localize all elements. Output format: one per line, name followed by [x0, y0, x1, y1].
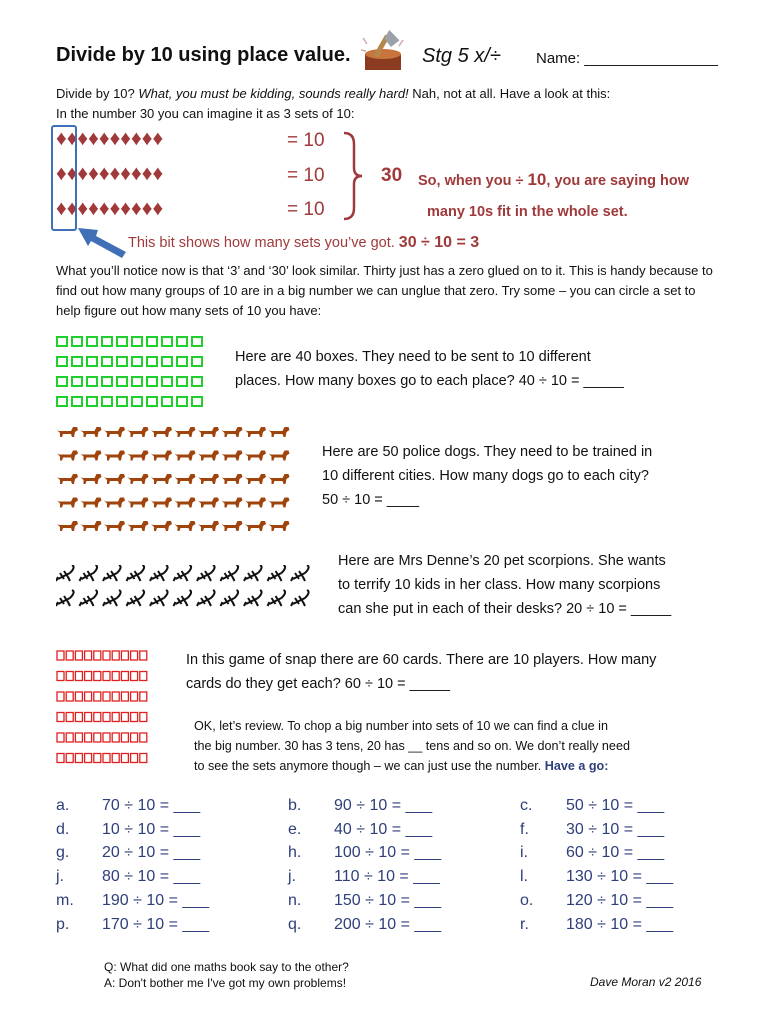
- exercise-item[interactable]: [56, 916, 209, 934]
- dog-icon: [175, 427, 196, 437]
- diamond-row-1: ♦♦♦♦♦♦♦♦♦♦: [56, 127, 164, 150]
- card-icon: [103, 713, 110, 722]
- green-box-icon: [102, 397, 112, 406]
- exercise-letter: f.: [520, 820, 529, 838]
- dog-icon: [198, 427, 219, 437]
- exercise-item[interactable]: [56, 892, 209, 910]
- card-icon: [85, 733, 92, 742]
- scorpion-icon: [150, 590, 168, 606]
- exercise-question: 100 ÷ 10 = ___: [334, 844, 442, 862]
- dog-grid: [56, 422, 291, 545]
- card-icon: [121, 651, 128, 660]
- card-icon: [140, 651, 147, 660]
- card-icon: [103, 651, 110, 660]
- green-box-icon: [192, 377, 202, 386]
- green-box-icon: [147, 337, 157, 346]
- green-box-icon: [117, 397, 127, 406]
- dog-icon: [128, 474, 149, 484]
- exercise-item[interactable]: [520, 844, 664, 862]
- exercise-item[interactable]: [520, 868, 673, 886]
- dog-icon: [198, 474, 219, 484]
- name-field[interactable]: Name: ________________: [536, 50, 718, 67]
- author-credit: Dave Moran v2 2016: [590, 975, 702, 989]
- green-box-icon: [132, 337, 142, 346]
- dog-icon: [81, 427, 102, 437]
- dog-icon: [128, 451, 149, 461]
- card-icon: [75, 713, 82, 722]
- exercise-item[interactable]: [288, 868, 440, 886]
- scorpion-icon: [221, 565, 239, 581]
- exercise-letter: q.: [288, 915, 302, 933]
- exercise-question: 180 ÷ 10 = ___: [566, 915, 674, 933]
- card-icon: [112, 713, 119, 722]
- green-box-icon: [102, 377, 112, 386]
- dog-icon: [104, 451, 125, 461]
- page-title: Divide by 10 using place value.: [56, 44, 351, 66]
- card-icon: [75, 692, 82, 701]
- diamond-row-2: ♦♦♦♦♦♦♦♦♦♦: [56, 162, 164, 185]
- green-box-icon: [57, 377, 67, 386]
- exercise-question: 50 ÷ 10 = ___: [566, 797, 665, 814]
- dog-icon: [222, 427, 243, 437]
- card-icon: [75, 672, 82, 681]
- green-box-icon: [57, 397, 67, 406]
- green-box-icon: [87, 377, 97, 386]
- dog-icon: [128, 521, 149, 531]
- exercise-item[interactable]: [520, 797, 664, 815]
- green-box-icon: [117, 357, 127, 366]
- green-box-icon: [102, 337, 112, 346]
- green-box-icon: [87, 357, 97, 366]
- exercise-letter: j.: [56, 868, 64, 886]
- equals-ten-3: = 10: [287, 199, 325, 220]
- dog-icon: [81, 474, 102, 484]
- card-icon: [85, 692, 92, 701]
- card-icon: [121, 692, 128, 701]
- exercise-item[interactable]: [56, 844, 200, 862]
- dog-icon: [128, 498, 149, 508]
- green-box-icon: [57, 337, 67, 346]
- card-icon: [112, 733, 119, 742]
- exercise-item[interactable]: [288, 821, 432, 839]
- exercise-question: 150 ÷ 10 = ___: [334, 891, 442, 909]
- card-icon: [66, 733, 73, 742]
- exercise-question: 80 ÷ 10 = ___: [102, 868, 201, 886]
- dog-icon: [151, 427, 172, 437]
- dog-icon: [81, 498, 102, 508]
- exercise-letter: l.: [520, 868, 528, 886]
- green-box-icon: [177, 377, 187, 386]
- exercise-letter: c.: [520, 797, 533, 814]
- card-icon: [75, 651, 82, 660]
- green-box-icon: [162, 337, 172, 346]
- card-icon: [57, 733, 64, 742]
- card-icon: [75, 733, 82, 742]
- exercise-item[interactable]: [288, 916, 441, 934]
- green-box-icon: [102, 357, 112, 366]
- card-icon: [66, 651, 73, 660]
- scorpion-icon: [221, 590, 239, 606]
- exercise-question: 130 ÷ 10 = ___: [566, 868, 674, 886]
- exercise-letter: d.: [56, 820, 70, 838]
- exercise-question: 40 ÷ 10 = ___: [334, 820, 433, 838]
- scorpion-icon: [268, 590, 286, 606]
- card-icon: [112, 672, 119, 681]
- dog-icon: [81, 521, 102, 531]
- dog-icon: [57, 474, 78, 484]
- card-icon: [94, 651, 101, 660]
- card-icon: [103, 754, 110, 763]
- dog-icon: [245, 498, 266, 508]
- card-icon: [140, 692, 147, 701]
- divide-explanation-2: many 10s fit in the whole set.: [427, 204, 628, 220]
- card-icon: [94, 692, 101, 701]
- green-box-icon: [177, 397, 187, 406]
- equals-ten-2: = 10: [287, 165, 325, 186]
- dog-icon: [222, 451, 243, 461]
- dog-icon: [269, 451, 290, 461]
- green-box-icon: [147, 357, 157, 366]
- green-box-icon: [177, 337, 187, 346]
- dog-icon: [151, 521, 172, 531]
- exercise-letter: h.: [288, 844, 302, 862]
- stage-label: Stg 5 x/÷: [422, 45, 501, 67]
- dog-icon: [175, 498, 196, 508]
- card-icon: [75, 754, 82, 763]
- card-icon: [131, 672, 138, 681]
- equals-ten-1: = 10: [287, 130, 325, 151]
- scorpion-grid: [56, 565, 315, 620]
- card-icon: [85, 651, 92, 660]
- card-icon: [66, 754, 73, 763]
- scorpion-icon: [197, 565, 215, 581]
- green-box-icon: [192, 357, 202, 366]
- scorpion-icon: [244, 590, 262, 606]
- card-icon: [94, 754, 101, 763]
- scorpion-icon: [174, 565, 192, 581]
- dog-icon: [222, 521, 243, 531]
- dog-icon: [57, 427, 78, 437]
- card-icon: [112, 754, 119, 763]
- green-box-icon: [162, 357, 172, 366]
- card-icon: [103, 733, 110, 742]
- dog-icon: [151, 451, 172, 461]
- intro-line-2: In the number 30 you can imagine it as 3 sets of 10:: [56, 106, 355, 121]
- card-icon: [57, 754, 64, 763]
- dog-icon: [198, 451, 219, 461]
- green-box-icon: [87, 337, 97, 346]
- card-icon: [57, 713, 64, 722]
- green-box-icon: [162, 397, 172, 406]
- exercise-item[interactable]: [520, 892, 673, 910]
- snap-question: In this game of snap there are 60 cards. There are 10 players. How many cards do they get each? 60 ÷ 10 = _____: [186, 652, 657, 692]
- exercise-letter: m.: [56, 891, 74, 909]
- green-box-icon: [192, 337, 202, 346]
- dog-icon: [269, 427, 290, 437]
- card-icon: [112, 651, 119, 660]
- exercise-question: 30 ÷ 10 = ___: [566, 820, 665, 838]
- scorpion-icon: [197, 590, 215, 606]
- exercise-letter: g.: [56, 844, 70, 862]
- review-paragraph: OK, let’s review. To chop a big number into sets of 10 we can find a clue in the big number. 30 has 3 tens, 20 has __ tens and so on. We don’t really need to see the sets anymore though – we can just use the number. Have a go:: [194, 719, 630, 773]
- dog-icon: [128, 427, 149, 437]
- exercise-letter: r.: [520, 915, 529, 933]
- dog-icon: [175, 451, 196, 461]
- intro-line: Divide by 10? What, you must be kidding, sounds really hard! Nah, not at all. Have a look at this:: [56, 86, 611, 101]
- exercise-question: 110 ÷ 10 = ___: [334, 868, 440, 886]
- card-icon: [121, 713, 128, 722]
- green-box-icon: [177, 357, 187, 366]
- card-icon: [66, 672, 73, 681]
- exercise-question: 20 ÷ 10 = ___: [102, 844, 201, 862]
- set-highlight-box: [51, 125, 77, 231]
- green-box-icon: [57, 357, 67, 366]
- card-icon: [66, 713, 73, 722]
- exercise-question: 90 ÷ 10 = ___: [334, 797, 433, 814]
- exercise-letter: e.: [288, 820, 302, 838]
- scorpion-icon: [103, 590, 121, 606]
- card-icon: [85, 713, 92, 722]
- exercise-item[interactable]: [288, 844, 441, 862]
- dog-icon: [245, 451, 266, 461]
- card-icon: [131, 692, 138, 701]
- card-icon: [57, 651, 64, 660]
- scorpion-icon: [150, 565, 168, 581]
- green-box-icon: [132, 377, 142, 386]
- scorpion-icon: [291, 565, 309, 581]
- exercise-item[interactable]: [56, 797, 200, 815]
- exercise-question: 190 ÷ 10 = ___: [102, 891, 210, 909]
- dog-icon: [269, 498, 290, 508]
- scorpion-icon: [268, 565, 286, 581]
- dog-icon: [198, 521, 219, 531]
- dog-icon: [245, 521, 266, 531]
- exercise-question: 10 ÷ 10 = ___: [102, 820, 201, 838]
- card-icon: [140, 672, 147, 681]
- dog-icon: [151, 474, 172, 484]
- green-box-icon: [147, 377, 157, 386]
- exercise-question: 70 ÷ 10 = ___: [102, 797, 201, 814]
- card-icon: [94, 713, 101, 722]
- green-box-icon: [162, 377, 172, 386]
- card-grid: [56, 648, 148, 776]
- scorpions-question: Here are Mrs Denne’s 20 pet scorpions. She wants to terrify 10 kids in her class. How many scorpions can she put in each of their desks? 20 ÷ 10 = _____: [338, 553, 672, 617]
- card-icon: [131, 713, 138, 722]
- dog-icon: [269, 474, 290, 484]
- scorpion-icon: [127, 565, 145, 581]
- dog-icon: [175, 521, 196, 531]
- card-icon: [85, 754, 92, 763]
- dog-icon: [245, 474, 266, 484]
- card-icon: [140, 754, 147, 763]
- dog-icon: [222, 474, 243, 484]
- scorpion-icon: [80, 590, 98, 606]
- curly-brace: [340, 130, 366, 222]
- green-box-icon: [72, 377, 82, 386]
- exercise-item[interactable]: [56, 868, 200, 886]
- exercise-letter: i.: [520, 844, 528, 862]
- green-box-icon: [192, 397, 202, 406]
- card-icon: [103, 692, 110, 701]
- thirty-label: 30: [381, 165, 403, 186]
- dog-icon: [81, 451, 102, 461]
- card-icon: [103, 672, 110, 681]
- scorpion-icon: [80, 565, 98, 581]
- dog-icon: [222, 498, 243, 508]
- dog-icon: [104, 498, 125, 508]
- dog-icon: [57, 521, 78, 531]
- card-icon: [140, 733, 147, 742]
- exercise-letter: n.: [288, 891, 302, 909]
- green-box-icon: [72, 397, 82, 406]
- card-icon: [66, 692, 73, 701]
- exercise-letter: p.: [56, 915, 70, 933]
- dog-icon: [104, 521, 125, 531]
- card-icon: [121, 672, 128, 681]
- scorpion-icon: [103, 565, 121, 581]
- scorpion-icon: [174, 590, 192, 606]
- green-box-icon: [117, 337, 127, 346]
- card-icon: [121, 754, 128, 763]
- card-icon: [57, 672, 64, 681]
- notice-paragraph: What you’ll notice now is that ‘3’ and ‘30’ look similar. Thirty just has a zero glued on to it. This is handy because to find out how many groups of 10 are in a big number we can unglue that zero. Try some – you can circle a set to help figure out how many sets of 10 you have:: [56, 263, 713, 318]
- exercise-item[interactable]: [520, 821, 664, 839]
- boxes-question: Here are 40 boxes. They need to be sent to 10 different places. How many boxes go to each place? 40 ÷ 10 = _____: [235, 349, 624, 389]
- exercise-letter: o.: [520, 891, 534, 909]
- card-icon: [131, 733, 138, 742]
- exercise-letter: a.: [56, 797, 70, 814]
- scorpion-icon: [244, 565, 262, 581]
- dog-icon: [57, 451, 78, 461]
- exercise-question: 60 ÷ 10 = ___: [566, 844, 665, 862]
- exercise-letter: j.: [288, 868, 296, 886]
- card-icon: [94, 733, 101, 742]
- dog-icon: [175, 474, 196, 484]
- green-box-icon: [132, 357, 142, 366]
- diamond-row-3: ♦♦♦♦♦♦♦♦♦♦: [56, 197, 164, 220]
- scorpion-icon: [56, 565, 74, 581]
- green-box-icon: [87, 397, 97, 406]
- dogs-question: Here are 50 police dogs. They need to be trained in 10 different cities. How many dogs go to each city? 50 ÷ 10 = ____: [322, 444, 653, 508]
- scorpion-icon: [127, 590, 145, 606]
- exercise-question: 170 ÷ 10 = ___: [102, 915, 210, 933]
- green-box-grid: [56, 335, 206, 420]
- exercise-question: 120 ÷ 10 = ___: [566, 891, 674, 909]
- divide-explanation: So, when you ÷ 10, you are saying how: [418, 170, 690, 189]
- dog-icon: [57, 498, 78, 508]
- dog-icon: [198, 498, 219, 508]
- dog-icon: [104, 474, 125, 484]
- card-icon: [140, 713, 147, 722]
- card-icon: [121, 733, 128, 742]
- arrow-caption: This bit shows how many sets you’ve got. 30 ÷ 10 = 3: [128, 234, 480, 251]
- green-box-icon: [147, 397, 157, 406]
- dog-icon: [104, 427, 125, 437]
- scorpion-icon: [56, 590, 74, 606]
- exercise-item[interactable]: [56, 821, 200, 839]
- exercise-question: 200 ÷ 10 = ___: [334, 915, 442, 933]
- card-icon: [131, 754, 138, 763]
- axe-chopping-block-icon: [355, 30, 411, 74]
- card-icon: [112, 692, 119, 701]
- dog-icon: [151, 498, 172, 508]
- green-box-icon: [72, 337, 82, 346]
- card-icon: [85, 672, 92, 681]
- green-box-icon: [117, 377, 127, 386]
- exercise-item[interactable]: [520, 916, 673, 934]
- dog-icon: [269, 521, 290, 531]
- arrow-icon: [74, 222, 130, 262]
- joke: Q: What did one maths book say to the other? A: Don't bother me I've got my own problems!: [104, 960, 349, 990]
- exercise-item[interactable]: [288, 892, 441, 910]
- green-box-icon: [72, 357, 82, 366]
- dog-icon: [245, 427, 266, 437]
- exercise-item[interactable]: [288, 797, 432, 815]
- scorpion-icon: [291, 590, 309, 606]
- card-icon: [57, 692, 64, 701]
- green-box-icon: [132, 397, 142, 406]
- card-icon: [94, 672, 101, 681]
- exercise-letter: b.: [288, 797, 302, 814]
- card-icon: [131, 651, 138, 660]
